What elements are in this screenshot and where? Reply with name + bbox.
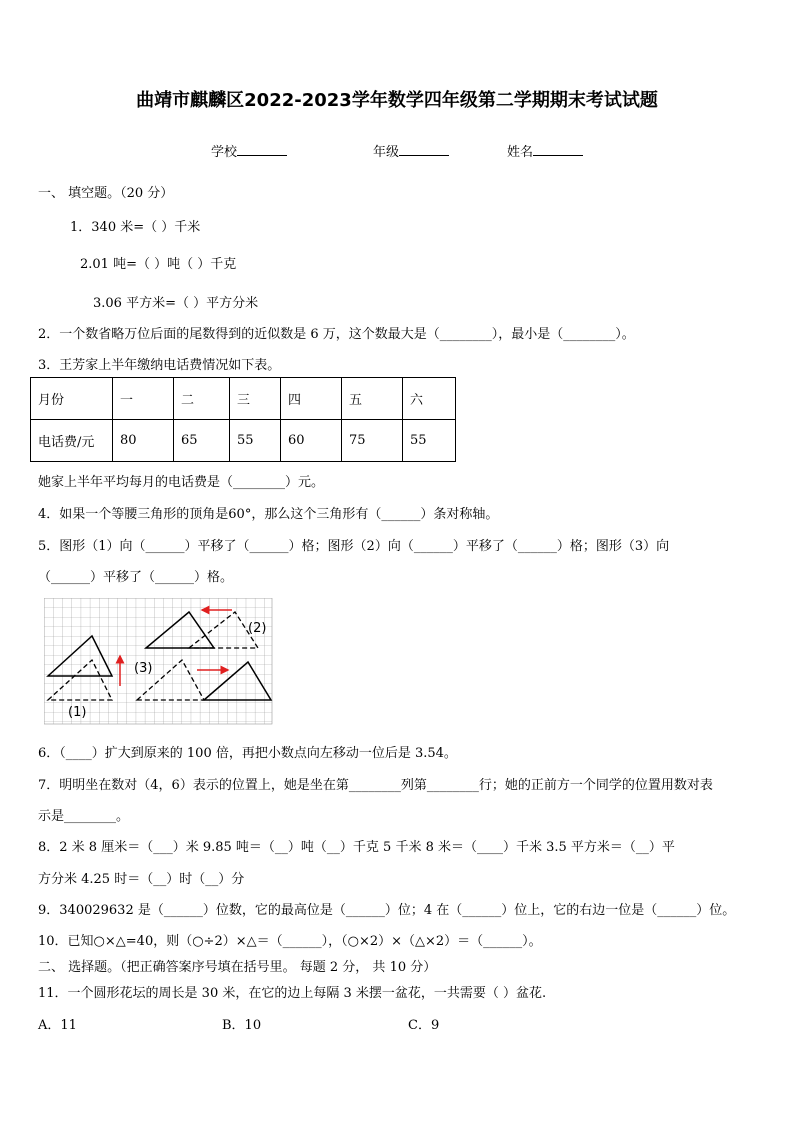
q2: 2．一个数省略万位后面的尾数得到的近似数是 6 万，这个数最大是（________），最小是（________）。 — [38, 327, 635, 342]
section1-heading: 一、 填空题。（20 分） — [38, 186, 174, 201]
table-cell: 一 — [113, 378, 174, 420]
table-cell: 80 — [113, 420, 174, 462]
name-label: 姓名 — [507, 145, 534, 160]
q11-option-c[interactable]: C．9 — [408, 1018, 440, 1033]
table-cell: 电话费/元 — [31, 420, 113, 462]
name-blank[interactable] — [533, 143, 583, 156]
q7-line2: 示是________。 — [38, 809, 130, 824]
shape-1-label: (1) — [68, 705, 87, 720]
q4: 4．如果一个等腰三角形的顶角是60°，那么这个三角形有（______）条对称轴。 — [38, 507, 499, 522]
table-cell: 五 — [342, 378, 403, 420]
q1c: 3.06 平方米=（ ）平方分米 — [93, 296, 259, 311]
q10: 10．已知○×△=40，则（○÷2）×△＝（______），（○×2）×（△×2）＝（______）。 — [38, 934, 542, 949]
table-cell: 55 — [230, 420, 281, 462]
q11-option-b[interactable]: B．10 — [222, 1018, 262, 1033]
q6: 6．（____）扩大到原来的 100 倍，再把小数点向左移动一位后是 3.54。 — [38, 746, 457, 761]
table-row — [31, 420, 456, 462]
school-blank[interactable] — [237, 143, 287, 156]
q8-line1: 8．2 米 8 厘米＝（___）米 9.85 吨＝（__）吨（__）千克 5 千米 8 米＝（____）千米 3.5 平方米＝（__）平 — [38, 840, 675, 855]
phone-fee-table — [30, 377, 456, 462]
school-field — [211, 141, 287, 160]
q5-line1: 5．图形（1）向（______）平移了（______）格；图形（2）向（______）平移了（______）格；图形（3）向 — [38, 539, 670, 554]
grade-label: 年级 — [373, 145, 400, 160]
school-label: 学校 — [211, 145, 238, 160]
table-cell: 55 — [403, 420, 456, 462]
shape-3-label: (3) — [134, 661, 153, 676]
q3-intro: 3．王芳家上半年缴纳电话费情况如下表。 — [38, 358, 281, 373]
q7-line1: 7．明明坐在数对（4，6）表示的位置上，她是坐在第________列第________行；她的正前方一个同学的位置用数对表 — [38, 778, 713, 793]
q5-line2: （______）平移了（______）格。 — [38, 570, 234, 585]
table-cell: 四 — [281, 378, 342, 420]
table-cell: 60 — [281, 420, 342, 462]
q11-option-a[interactable]: A．11 — [38, 1018, 77, 1033]
table-cell: 二 — [174, 378, 230, 420]
page-title: 曲靖市麒麟区2022-2023学年数学四年级第二学期期末考试试题 — [136, 90, 658, 111]
q1a: 1．340 米=（ ）千米 — [70, 220, 201, 235]
shape-2-label: (2) — [248, 621, 267, 636]
q8-line2: 方分米 4.25 时＝（__）时（__）分 — [38, 872, 245, 887]
grade-field — [373, 141, 449, 160]
name-field — [507, 141, 583, 160]
q1b: 2.01 吨=（ ）吨（ ）千克 — [80, 257, 237, 272]
table-cell: 65 — [174, 420, 230, 462]
translation-grid-figure — [44, 598, 274, 726]
table-cell: 六 — [403, 378, 456, 420]
table-cell: 三 — [230, 378, 281, 420]
grade-blank[interactable] — [399, 143, 449, 156]
table-row — [31, 378, 456, 420]
section2-heading: 二、 选择题。（把正确答案序号填在括号里。 每题 2 分， 共 10 分） — [38, 960, 437, 975]
table-cell: 75 — [342, 420, 403, 462]
table-cell: 月份 — [31, 378, 113, 420]
q9: 9．340029632 是（______）位数，它的最高位是（______）位；4 在（______）位上，它的右边一位是（______）位。 — [38, 903, 736, 918]
q11-stem: 11．一个圆形花坛的周长是 30 米，在它的边上每隔 3 米摆一盆花，一共需要（ ）盆花. — [38, 986, 547, 1001]
q3-question: 她家上半年平均每月的电话费是（________）元。 — [38, 475, 325, 490]
